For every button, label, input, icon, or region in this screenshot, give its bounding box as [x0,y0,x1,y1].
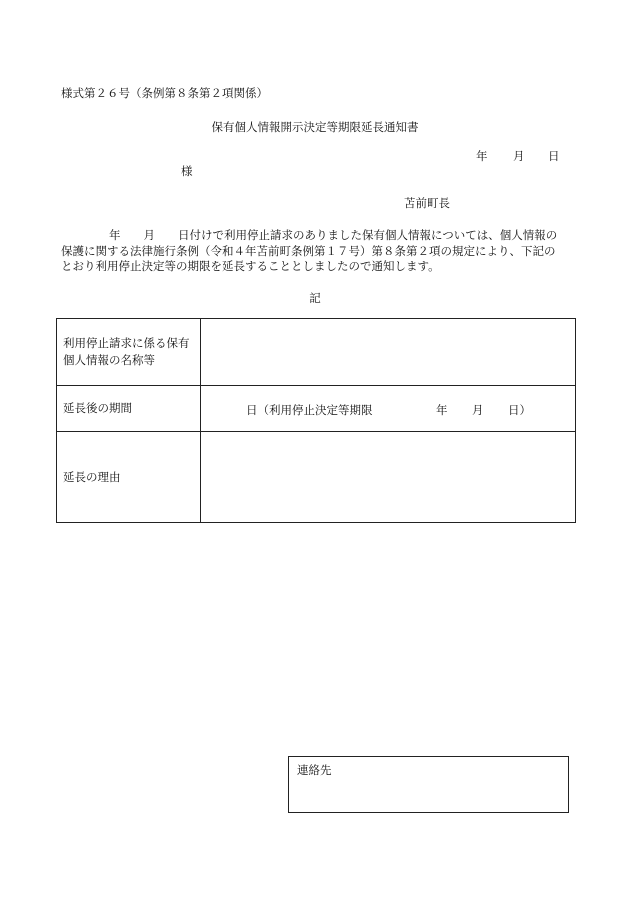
form-number: 様式第２６号（条例第８条第２項関係） [61,86,268,100]
document-title: 保有個人情報開示決定等期限延長通知書 [211,120,419,134]
contact-box[interactable] [288,756,569,813]
body-line-1: 年 月 日付けで利用停止請求のありました保有個人情報については、個人情報の [109,228,558,242]
addressee-suffix: 様 [181,164,193,178]
extended-period-label: 延長後の期間 [57,386,201,432]
date-month: 月 [513,149,525,163]
table-row [57,319,576,386]
body-line-3: とおり利用停止決定等の期限を延長することとしましたので通知します。 [61,259,440,273]
personal-info-name-label [57,319,201,386]
personal-info-name-label-line2: 個人情報の名称等 [63,353,155,367]
date-year: 年 [476,149,488,163]
personal-info-name-field[interactable] [201,319,576,386]
extended-period-field[interactable] [201,386,576,432]
table-row [57,432,576,523]
body-line-2: 保護に関する法律施行条例（令和４年苫前町条例第１７号）第８条第２項の規定により、下記の [61,243,556,258]
period-close-text: 日） [508,403,531,417]
date-day: 日 [548,149,560,163]
personal-info-name-label-line1: 利用停止請求に係る保有 [63,336,190,350]
body-text [61,228,577,275]
ki-heading: 記 [309,291,321,305]
table-row [57,386,576,432]
extension-reason-field[interactable] [201,432,576,523]
details-table [56,318,576,523]
issuer: 苫前町長 [404,196,450,210]
date-line [476,151,560,163]
period-day-text: 日（利用停止決定等期限 [246,403,373,417]
contact-label: 連絡先 [297,763,332,777]
period-month-text: 月 [472,403,484,417]
extension-reason-label: 延長の理由 [57,432,201,523]
period-year-text: 年 [436,403,448,417]
